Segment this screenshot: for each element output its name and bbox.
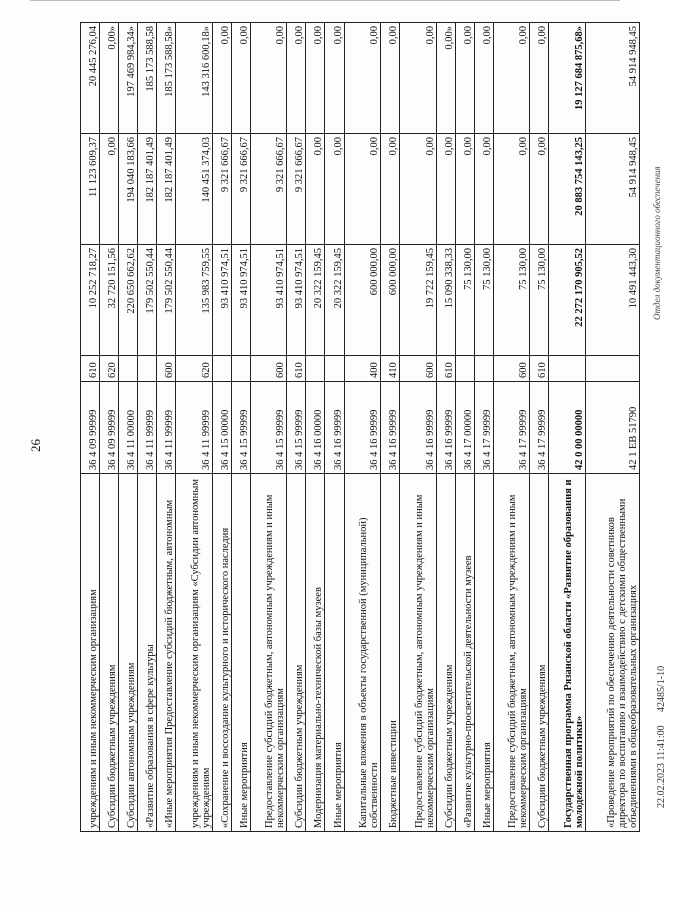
row-name-cell: Модернизация материально-технической базы музеев <box>306 474 325 832</box>
footer-stamp: Отдел документационного обеспечения <box>652 166 662 320</box>
row-vr-cell: 600 <box>157 356 176 382</box>
row-value-2024-cell: 9 321 666,67 <box>231 134 250 245</box>
row-value-2025-cell: 0,00 <box>493 23 530 134</box>
row-value-2023-cell: 179 502 550,44 <box>157 245 176 356</box>
row-value-2023-cell: 600 000,00 <box>381 245 400 356</box>
row-value-2024-cell: 0,00 <box>325 134 344 245</box>
row-value-2024-cell: 0,00 <box>455 134 474 245</box>
row-value-2023-cell: 93 410 974,51 <box>250 245 287 356</box>
row-value-2025-cell: 0,00 <box>325 23 344 134</box>
row-name-cell: Субсидии бюджетным учреждениям <box>287 474 306 832</box>
row-vr-cell: 600 <box>250 356 287 382</box>
table-row <box>585 23 639 832</box>
row-value-2025-cell: 185 173 588,58 <box>138 23 157 134</box>
table-row <box>400 23 437 832</box>
row-value-2024-cell: 9 321 666,67 <box>250 134 287 245</box>
table-row <box>231 23 250 832</box>
row-value-2025-cell: 0,00 <box>344 23 381 134</box>
row-code-cell: 36 4 11 99999 <box>157 382 176 474</box>
footer-reg-number: 42485/1-10 <box>656 665 667 712</box>
row-value-2025-cell: 0,00 <box>250 23 287 134</box>
row-value-2023-cell: 75 130,00 <box>530 245 549 356</box>
row-value-2025-cell: 143 316 600,18» <box>176 23 213 134</box>
table-row <box>381 23 400 832</box>
row-code-cell: 36 4 15 99999 <box>231 382 250 474</box>
row-value-2023-cell: 32 720 151,56 <box>100 245 119 356</box>
row-name-cell: Предоставление субсидий бюджетным, автономным учреждениям и иным некоммерческим организациям <box>493 474 530 832</box>
row-code-cell: 36 4 15 00000 <box>212 382 231 474</box>
footer-timestamp: 22.02.2023 11:41:00 <box>656 725 667 808</box>
row-code-cell: 36 4 16 00000 <box>306 382 325 474</box>
row-value-2024-cell: 140 451 374,03 <box>176 134 213 245</box>
row-vr-cell <box>325 356 344 382</box>
table-row <box>119 23 138 832</box>
row-value-2023-cell: 75 130,00 <box>455 245 474 356</box>
row-code-cell: 36 4 15 99999 <box>250 382 287 474</box>
table-row <box>138 23 157 832</box>
page-number: 26 <box>28 439 43 452</box>
table-row <box>157 23 176 832</box>
row-code-cell: 36 4 16 99999 <box>381 382 400 474</box>
row-code-cell: 42 0 00 00000 <box>549 382 586 474</box>
table-row <box>549 23 586 832</box>
rotated-document <box>28 22 667 832</box>
row-value-2025-cell: 0,00 <box>212 23 231 134</box>
row-value-2025-cell: 0,00 <box>530 23 549 134</box>
table-row <box>474 23 493 832</box>
row-vr-cell <box>231 356 250 382</box>
row-vr-cell: 410 <box>381 356 400 382</box>
row-value-2023-cell: 179 502 550,44 <box>138 245 157 356</box>
row-code-cell: 36 4 09 99999 <box>81 382 100 474</box>
row-code-cell: 36 4 11 00000 <box>119 382 138 474</box>
row-value-2025-cell: 20 445 276,04 <box>81 23 100 134</box>
row-vr-cell: 610 <box>530 356 549 382</box>
row-value-2024-cell: 54 914 948,45 <box>585 134 639 245</box>
row-vr-cell: 610 <box>287 356 306 382</box>
row-value-2023-cell: 93 410 974,51 <box>212 245 231 356</box>
row-code-cell: 36 4 17 99999 <box>493 382 530 474</box>
row-name-cell: Предоставление субсидий бюджетным, автономным учреждениям и иным некоммерческим организациям <box>400 474 437 832</box>
row-vr-cell <box>119 356 138 382</box>
row-value-2024-cell: 182 187 401,49 <box>157 134 176 245</box>
table-row <box>344 23 381 832</box>
row-name-cell: «Сохранение и воссоздание культурного и исторического наследия <box>212 474 231 832</box>
row-value-2025-cell: 0,00 <box>474 23 493 134</box>
row-value-2025-cell: 0,00 <box>455 23 474 134</box>
row-value-2025-cell: 197 469 984,34» <box>119 23 138 134</box>
table-row <box>81 23 100 832</box>
scan-edge-line <box>30 0 620 1</box>
row-code-cell: 36 4 16 99999 <box>325 382 344 474</box>
table-row <box>212 23 231 832</box>
row-value-2025-cell: 0,00 <box>287 23 306 134</box>
row-vr-cell: 610 <box>436 356 455 382</box>
row-name-cell: Субсидии бюджетным учреждениям <box>100 474 119 832</box>
row-value-2024-cell: 20 883 754 143,25 <box>549 134 586 245</box>
row-code-cell: 36 4 11 99999 <box>138 382 157 474</box>
row-vr-cell <box>306 356 325 382</box>
row-code-cell: 36 4 11 99999 <box>176 382 213 474</box>
row-value-2023-cell: 75 130,00 <box>474 245 493 356</box>
row-value-2023-cell: 19 722 159,45 <box>400 245 437 356</box>
row-value-2024-cell: 194 040 183,66 <box>119 134 138 245</box>
row-vr-cell: 400 <box>344 356 381 382</box>
row-value-2025-cell: 0,00 <box>400 23 437 134</box>
row-name-cell: «Проведение мероприятий по обеспечению деятельности советников директора по воспитанию и взаимодействию с детскими общественными объединениями в общеобразовательных организациях <box>585 474 639 832</box>
row-name-cell: Субсидии автономным учреждениям <box>119 474 138 832</box>
row-value-2024-cell: 9 321 666,67 <box>212 134 231 245</box>
row-code-cell: 36 4 16 99999 <box>436 382 455 474</box>
table-row <box>176 23 213 832</box>
table-row <box>455 23 474 832</box>
row-value-2023-cell: 10 252 718,27 <box>81 245 100 356</box>
table-row <box>306 23 325 832</box>
row-value-2025-cell: 0,00 <box>381 23 400 134</box>
row-name-cell: Иные мероприятия <box>231 474 250 832</box>
row-value-2023-cell: 75 130,00 <box>493 245 530 356</box>
table-row <box>493 23 530 832</box>
row-name-cell: учреждениям и иным некоммерческим организациям <box>81 474 100 832</box>
row-name-cell: «Иные мероприятия Предоставление субсидий бюджетным, автономным <box>157 474 176 832</box>
row-value-2023-cell: 22 272 170 905,52 <box>549 245 586 356</box>
row-value-2024-cell: 0,00 <box>381 134 400 245</box>
document-footer <box>648 22 688 832</box>
row-code-cell: 36 4 17 00000 <box>455 382 474 474</box>
row-value-2023-cell: 20 322 159,45 <box>306 245 325 356</box>
row-vr-cell: 600 <box>400 356 437 382</box>
row-vr-cell: 620 <box>100 356 119 382</box>
row-value-2024-cell: 9 321 666,67 <box>287 134 306 245</box>
row-code-cell: 36 4 16 99999 <box>400 382 437 474</box>
row-vr-cell <box>474 356 493 382</box>
row-name-cell: Субсидии бюджетным учреждениям <box>436 474 455 832</box>
row-value-2024-cell: 0,00 <box>530 134 549 245</box>
row-value-2024-cell: 0,00 <box>400 134 437 245</box>
row-value-2024-cell: 0,00 <box>344 134 381 245</box>
table-row <box>325 23 344 832</box>
row-code-cell: 36 4 17 99999 <box>530 382 549 474</box>
row-name-cell: Иные мероприятия <box>474 474 493 832</box>
row-code-cell: 36 4 17 99999 <box>474 382 493 474</box>
row-value-2025-cell: 0,00 <box>306 23 325 134</box>
row-value-2023-cell: 135 983 759,55 <box>176 245 213 356</box>
row-vr-cell <box>585 356 639 382</box>
row-value-2024-cell: 11 123 609,37 <box>81 134 100 245</box>
row-code-cell: 36 4 15 99999 <box>287 382 306 474</box>
row-value-2024-cell: 182 187 401,49 <box>138 134 157 245</box>
row-value-2023-cell: 600 000,00 <box>344 245 381 356</box>
row-value-2023-cell: 93 410 974,51 <box>231 245 250 356</box>
row-vr-cell: 610 <box>81 356 100 382</box>
table-row <box>436 23 455 832</box>
row-value-2025-cell: 0,00» <box>100 23 119 134</box>
row-value-2025-cell: 54 914 948,45 <box>585 23 639 134</box>
row-value-2023-cell: 220 650 662,62 <box>119 245 138 356</box>
row-name-cell: Государственная программа Рязанской области «Развитие образования и молодежной политики» <box>549 474 586 832</box>
row-value-2023-cell: 15 090 338,33 <box>436 245 455 356</box>
row-name-cell: «Развитие образования в сфере культуры <box>138 474 157 832</box>
row-value-2024-cell: 0,00 <box>436 134 455 245</box>
row-vr-cell <box>212 356 231 382</box>
row-name-cell: Предоставление субсидий бюджетным, автономным учреждениям и иным некоммерческим организациям <box>250 474 287 832</box>
row-vr-cell: 600 <box>493 356 530 382</box>
row-code-cell: 42 1 ЕВ 51790 <box>585 382 639 474</box>
row-value-2025-cell: 185 173 588,58» <box>157 23 176 134</box>
row-name-cell: Субсидии бюджетным учреждениям <box>530 474 549 832</box>
table-row <box>287 23 306 832</box>
row-name-cell: учреждениям и иным некоммерческим организациям «Субсидии автономным учреждениям <box>176 474 213 832</box>
table-row <box>530 23 549 832</box>
row-value-2023-cell: 93 410 974,51 <box>287 245 306 356</box>
table-row <box>250 23 287 832</box>
row-value-2025-cell: 19 127 684 875,68» <box>549 23 586 134</box>
row-code-cell: 36 4 16 99999 <box>344 382 381 474</box>
row-name-cell: Бюджетные инвестиции <box>381 474 400 832</box>
row-value-2025-cell: 0,00 <box>231 23 250 134</box>
row-value-2024-cell: 0,00 <box>100 134 119 245</box>
row-vr-cell <box>455 356 474 382</box>
row-name-cell: Капитальные вложения в объекты государственной (муниципальной) собственности <box>344 474 381 832</box>
row-vr-cell <box>549 356 586 382</box>
row-value-2023-cell: 20 322 159,45 <box>325 245 344 356</box>
row-name-cell: Иные мероприятия <box>325 474 344 832</box>
row-value-2023-cell: 10 491 443,30 <box>585 245 639 356</box>
row-value-2024-cell: 0,00 <box>306 134 325 245</box>
row-vr-cell: 620 <box>176 356 213 382</box>
row-value-2024-cell: 0,00 <box>474 134 493 245</box>
row-value-2024-cell: 0,00 <box>493 134 530 245</box>
row-value-2025-cell: 0,00» <box>436 23 455 134</box>
row-vr-cell <box>138 356 157 382</box>
table-row <box>100 23 119 832</box>
row-name-cell: «Развитие культурно-просветительской деятельности музеев <box>455 474 474 832</box>
row-code-cell: 36 4 09 99999 <box>100 382 119 474</box>
budget-table <box>80 22 640 832</box>
